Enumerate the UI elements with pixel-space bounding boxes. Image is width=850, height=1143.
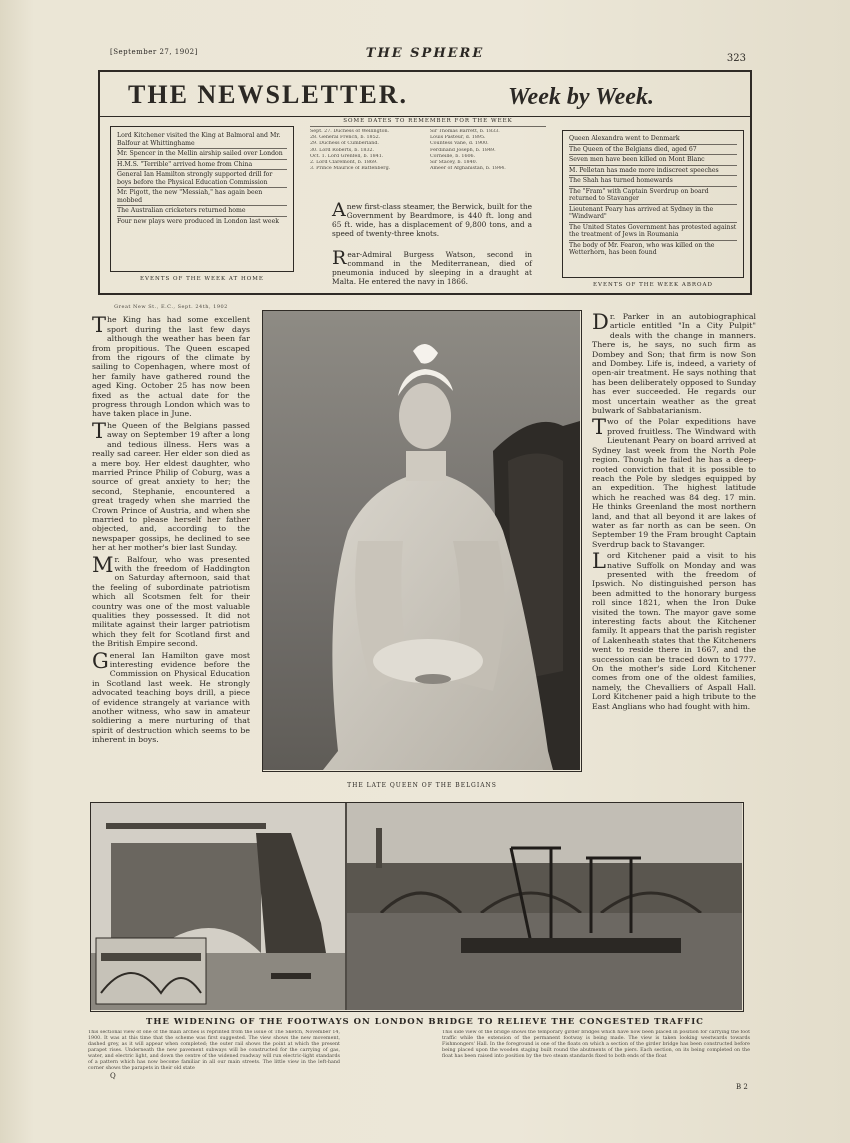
home-events-box (110, 126, 294, 272)
abroad-event: The Shah has turned homewards (569, 176, 737, 187)
dropcap: L (592, 549, 606, 574)
date-entry: 29. Duchess of Cumberland. (310, 141, 379, 147)
home-event: Lord Kitchener visited the King at Balmoral and Mr. Balfour at Whittinghame (117, 131, 287, 149)
dropcap: A (332, 199, 346, 221)
dropcap: T (92, 313, 107, 338)
date-entry: 30. Lord Roberts, b. 1832. (310, 147, 375, 153)
date-entry: Ameer of Afghanistan, b. 1844. (430, 166, 506, 172)
footer-signature: B 2 (736, 1083, 748, 1091)
caption-right: This side view of the bridge shows the temporary girder bridges which have now been placed in position for carrying the foot traffic while the extension of the permanent footway is being made. The view is taken looking westwards towards Fishmongers' Hall. In the foreground is one of the floats on which a section of the girder bridge has been constructed before being placed upon the wooden staging built round the abutments of the piers. Each section, on its being completed on the float has been raised into position by the two steam standards fixed to both ends of the float (442, 1030, 750, 1059)
paragraph-text: he King has had some excellent sport during the last few days although the weather has been far from propitious. The Queen escaped from the rigours of the climate by sailing to Copenhagen, where most of her family have gathered round the aged King. October 25 has now been fixed as the actual date for the progress through London which was to have taken place in June. (92, 315, 250, 419)
home-event: Mr. Pigott, the new "Messiah," has again been mobbed (117, 188, 287, 206)
newsletter-banner (100, 72, 750, 117)
article-paragraph (592, 312, 756, 415)
dropcap: T (592, 415, 607, 440)
berwick-paragraph (332, 199, 532, 238)
paragraph-text: r. Balfour, who was presented with the freedom of Haddington on Saturday afternoon, said that the feeling of subordinate patriotism which all Scotsmen felt for their country was one of the most valuable qualities they possessed. It did not militate against their larger patriotism which they felt for Scotland first and the British Empire second. (92, 554, 250, 649)
london-bridge-photos (90, 802, 744, 1012)
date-entry: Louis Pasteur, d. 1895. (430, 135, 486, 141)
abroad-event: Lieutenant Peary has arrived at Sydney in the "Windward" (569, 205, 737, 223)
date-entry: Sept. 27. Duchess of Wellington. (310, 129, 390, 134)
date-entry: 2. Lord Claremont, b. 1869. (310, 160, 378, 166)
abroad-event: Queen Alexandra went to Denmark (569, 134, 737, 145)
article-paragraph (92, 315, 250, 418)
dates-left-column (310, 129, 426, 172)
abroad-event: The United States Government has protested against the treatment of Jews in Roumania (569, 223, 737, 241)
portrait-caption: THE LATE QUEEN OF THE BELGIANS (347, 782, 497, 789)
article-paragraph (92, 648, 250, 745)
bridge-illustrations (91, 803, 742, 1010)
newsletter-heading: THE NEWSLETTER. (128, 80, 408, 109)
home-events-caption: EVENTS OF THE WEEK AT HOME (140, 276, 264, 282)
paragraph-text: eneral Ian Hamilton gave most interesting evidence before the Commission on Physical Education in Scotland last week. He strongly advocated teaching boys drill, a piece of evidence strangely at variance with another witness, who saw in amateur soldiering a mere nurturing of that spirit of destruction which seems to be inherent in boys. (92, 650, 250, 745)
dropcap: R (332, 247, 347, 269)
paragraph-text: ord Kitchener paid a visit to his native Suffolk on Monday and was presented with the freedom of Ipswich. No distinguished person has been admitted to the honorary burgess roll since 1821, when the Iron Duke visited the town. The mayor gave some interesting facts about the Kitchener family. It appears that the parish register of Lakenheath states that the Kitcheners went to reside there in 1667, and the succession can be traced down to 1777. On the mother's side Lord Kitchener comes from one of the oldest families, namely, the Chevalliers of Aspall Hall. Lord Kitchener paid a high tribute to the East Anglians who had fought with him. (592, 551, 756, 711)
caption-left: This sectional view of one of the main arches is reprinted from the issue of The Sketch, November 14, 1900. It was at this time that the scheme was first suggested. The view shows the new movement, dashed grey, as it will appear when completed; the outer rail shows the point at which the present parapet rises. Underneath the new pavement subways will be constructed for the carrying of gas, water, and electric light, and down the centre of the widened roadway will run electric-light standards of a pattern which has now become familiar in all our main streets. The little view in the left-hand corner shows the parapets in their old state (88, 1030, 340, 1071)
dates-title: SOME DATES TO REMEMBER FOR THE WEEK (343, 118, 513, 124)
abroad-event: Seven men have been killed on Mont Blanc (569, 155, 737, 166)
dropcap: M (92, 552, 114, 577)
date-entry: Countess Vane, d. 1900. (430, 141, 489, 147)
home-event: Mr. Spencer in the Mellin airship sailed over London (117, 149, 287, 160)
portrait-illustration (263, 311, 580, 770)
magazine-title: THE SPHERE (365, 46, 485, 61)
paragraph-text: ear-Admiral Burgess Watson, second in command in the Mediterranean, died of pneumonia induced by sleeping in a draught at Malta. He entered the navy in 1866. (332, 250, 532, 286)
date-entry: Sir Stacey, b. 1840. (430, 160, 478, 166)
bridge-section-drawing (91, 803, 345, 1010)
date-entry: Ferdinand Joseph, b. 1849. (430, 147, 496, 153)
dropcap: T (92, 418, 107, 443)
abroad-event: The Queen of the Belgians died, aged 67 (569, 145, 737, 156)
article-paragraph (92, 418, 250, 553)
dateline: Great New St., E.C., Sept. 24th, 1902 (114, 304, 228, 310)
paragraph-text: he Queen of the Belgians passed away on September 19 after a long and tedious illness. Hers was a really sad career. Her elder son died as a mere boy. Her eldest daughter, who married Prince Philip of Coburg, was a source of great anxiety to her; the second, Stephanie, encountered a great tragedy when she married the Crown Prince of Austria, and when she married to please herself her father objected, and, according to the newspaper gossips, he declined to see her at her mother's bier last Sunday. (92, 420, 250, 553)
abroad-event: The body of Mr. Fearon, who was killed on the Wetterhorn, has been found (569, 241, 715, 256)
issue-date: [September 27, 1902] (110, 48, 198, 56)
article-paragraph (92, 552, 250, 649)
home-event: General Ian Hamilton strongly supported drill for boys before the Physical Education Commission (117, 170, 287, 188)
dates-to-remember (310, 118, 546, 172)
right-column (592, 312, 756, 792)
article-paragraph (592, 417, 756, 549)
date-entry: Sir Thomas Barrett, b. 1833. (430, 129, 500, 134)
footer-mark-left: Q (110, 1072, 116, 1080)
bridge-photograph (347, 803, 742, 1010)
newsletter-subheading: Week by Week. (508, 84, 654, 110)
newsletter-box (98, 70, 752, 295)
page-number: 323 (726, 53, 746, 64)
home-event: Four new plays were produced in London last week (117, 217, 280, 225)
date-entry: Oct. 1. Lord Grenfell, b. 1841. (310, 153, 384, 159)
date-entry: 28. General French, b. 1852. (310, 135, 381, 141)
paragraph-text: r. Parker in an autobiographical article entitled "In a City Pulpit" deals with the change in manners. There is, he says, no such firm as Dombey and Son; that firm is now Son and Dombey. Life is, indeed, a variety of open-air treatment. He says nothing that has been deliberately opposed to Sunday has ever succeeded. He regards our most uncertain weather as the great bulwark of Sabbatarianism. (592, 312, 756, 416)
bottom-headline: THE WIDENING OF THE FOOTWAYS ON LONDON BRIDGE TO RELIEVE THE CONGESTED TRAFFIC (146, 1017, 704, 1027)
left-column (92, 303, 250, 795)
paragraph-text: new first-class steamer, the Berwick, built for the Government by Beardmore, is 440 ft. long and 65 ft. wide, has a displacement of 9,800 tons, and a speed of twenty-three knots. (332, 202, 532, 238)
queen-portrait (262, 310, 582, 772)
abroad-events-box (562, 130, 744, 278)
home-event: H.M.S. "Terrible" arrived home from China (117, 160, 287, 171)
date-entry: Corneille, b. 1606. (430, 153, 476, 159)
home-event: The Australian cricketers returned home (117, 206, 287, 217)
abroad-events-caption: EVENTS OF THE WEEK ABROAD (593, 282, 713, 288)
paragraph-text: wo of the Polar expeditions have proved fruitless. The Windward with Lieutenant Peary on board arrived at Sydney last week from the North Pole region. Though he failed he has a deep-rooted conviction that it is possible to reach the Pole by sledges equipped by an expedition. The highest latitude which he reached was 84 deg. 17 min. He thinks Greenland the most northern land, and that all beyond it are lakes of water as far north as can be seen. On September 19 the Fram brought Captain Sverdrup back to Stavanger. (592, 417, 756, 549)
date-entry: 3. Prince Maurice of Battenberg. (310, 166, 391, 172)
abroad-event: M. Pelletan has made more indiscreet speeches (569, 166, 737, 177)
dates-right-column (430, 129, 546, 172)
dropcap: G (92, 648, 109, 673)
article-paragraph (592, 551, 756, 711)
abroad-event: The "Fram" with Captain Sverdrup on board returned to Stavanger (569, 187, 737, 205)
dropcap: D (592, 312, 609, 334)
admiral-paragraph (332, 247, 532, 286)
